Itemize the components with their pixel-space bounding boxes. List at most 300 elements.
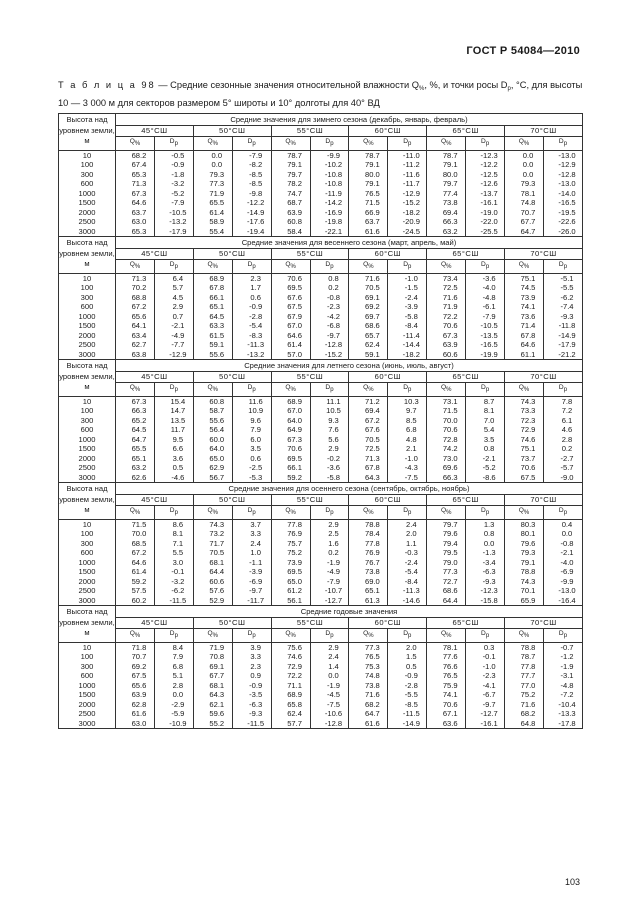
dewpoint-symbol: D <box>169 138 175 145</box>
humidity-value: 63.2 <box>427 227 466 237</box>
humidity-value: 64.4 <box>427 596 466 606</box>
humidity-value: 65.3 <box>116 170 155 180</box>
humidity-index: % <box>212 387 218 393</box>
humidity-value: 70.6 <box>427 425 466 435</box>
dewpoint-header <box>543 506 582 520</box>
dewpoint-symbol: D <box>481 630 486 637</box>
dewpoint-value: -5.9 <box>154 709 193 719</box>
humidity-value: 78.2 <box>271 179 310 189</box>
humidity-value: 78.1 <box>505 189 544 199</box>
humidity-header <box>116 137 155 151</box>
humidity-value: 67.5 <box>505 473 544 483</box>
humidity-header <box>505 383 544 397</box>
humidity-value: 69.1 <box>349 293 388 303</box>
latitude-header: 60°СШ <box>349 618 427 629</box>
humidity-value: 74.3 <box>193 519 232 529</box>
humidity-value: 67.2 <box>116 302 155 312</box>
humidity-value: 77.8 <box>505 662 544 672</box>
humidity-index: % <box>212 141 218 147</box>
dewpoint-value: -9.7 <box>466 700 505 710</box>
variable-header-row <box>59 260 583 274</box>
humidity-value: 78.7 <box>505 652 544 662</box>
humidity-value: 63.0 <box>116 719 155 729</box>
dewpoint-symbol: D <box>169 384 175 391</box>
dewpoint-value: 2.9 <box>310 519 349 529</box>
dewpoint-header <box>310 137 349 151</box>
height-header-cell: Высота над уровнем земли, м <box>59 360 116 397</box>
dewpoint-value: -14.6 <box>388 596 427 606</box>
dewpoint-index: p <box>408 264 412 270</box>
dewpoint-value: -6.8 <box>310 321 349 331</box>
humidity-value: 75.2 <box>271 548 310 558</box>
dewpoint-value: -0.9 <box>388 671 427 681</box>
altitude-cell: 100 <box>59 529 116 539</box>
humidity-value: 73.9 <box>271 558 310 568</box>
humidity-symbol: Q <box>207 384 213 391</box>
humidity-value: 65.9 <box>505 596 544 606</box>
dewpoint-value: -14.4 <box>388 340 427 350</box>
season-title: Средние годовые значения <box>116 606 583 618</box>
humidity-index: % <box>523 387 530 393</box>
dewpoint-index: p <box>252 264 256 270</box>
humidity-value: 64.7 <box>505 227 544 237</box>
dewpoint-value: -2.1 <box>543 548 582 558</box>
dewpoint-value: 2.9 <box>154 302 193 312</box>
humidity-value: 72.2 <box>427 312 466 322</box>
dewpoint-value: -12.3 <box>466 586 505 596</box>
dewpoint-value: -4.6 <box>154 473 193 483</box>
dewpoint-value: -9.8 <box>232 189 271 199</box>
dewpoint-value: -26.0 <box>543 227 582 237</box>
humidity-value: 62.4 <box>271 709 310 719</box>
dewpoint-header <box>154 629 193 643</box>
humidity-value: 60.6 <box>193 577 232 587</box>
dewpoint-value: 0.8 <box>466 529 505 539</box>
humidity-value: 70.5 <box>193 548 232 558</box>
table-row <box>59 283 583 293</box>
humidity-value: 0.0 <box>505 150 544 160</box>
dewpoint-value: -2.4 <box>388 293 427 303</box>
dewpoint-value: -0.5 <box>154 150 193 160</box>
dewpoint-value: -11.2 <box>388 160 427 170</box>
dewpoint-value: -11.9 <box>310 189 349 199</box>
humidity-symbol: Q <box>518 384 524 391</box>
dewpoint-value: -5.5 <box>388 690 427 700</box>
dewpoint-value: 1.4 <box>310 662 349 672</box>
dewpoint-symbol: D <box>247 384 253 391</box>
humidity-value: 68.7 <box>271 198 310 208</box>
dewpoint-value: -12.6 <box>466 179 505 189</box>
latitude-header: 50°СШ <box>193 495 271 506</box>
dewpoint-value: -7.9 <box>154 198 193 208</box>
humidity-value: 75.3 <box>349 662 388 672</box>
humidity-symbol: Q <box>285 630 291 637</box>
dewpoint-value: -8.5 <box>232 170 271 180</box>
dewpoint-value: -10.4 <box>543 700 582 710</box>
dewpoint-header <box>466 383 505 397</box>
humidity-value: 63.6 <box>427 719 466 729</box>
dewpoint-value: -20.9 <box>388 217 427 227</box>
humidity-value: 68.2 <box>116 150 155 160</box>
humidity-value: 76.7 <box>349 558 388 568</box>
humidity-index: % <box>368 387 374 393</box>
dewpoint-header <box>232 629 271 643</box>
dewpoint-symbol: D <box>558 138 564 145</box>
dewpoint-symbol: D <box>325 507 331 514</box>
dewpoint-value: -12.9 <box>154 350 193 360</box>
dewpoint-value: -10.7 <box>310 586 349 596</box>
humidity-index: % <box>134 633 141 639</box>
humidity-value: 59.2 <box>271 473 310 483</box>
humidity-value: 63.7 <box>349 217 388 227</box>
humidity-value: 67.3 <box>271 435 310 445</box>
dewpoint-value: 7.2 <box>543 406 582 416</box>
dewpoint-value: -6.3 <box>232 700 271 710</box>
humidity-header <box>271 383 310 397</box>
humidity-value: 65.1 <box>193 302 232 312</box>
dewpoint-value: -1.2 <box>543 652 582 662</box>
humidity-index: % <box>368 264 374 270</box>
latitude-header: 65°СШ <box>427 495 505 506</box>
latitude-header-row <box>59 372 583 383</box>
humidity-value: 66.1 <box>193 293 232 303</box>
humidity-value: 79.1 <box>349 179 388 189</box>
caption-text-line2: 10 — 3 000 м для секторов размером 5° широты и 10° долготы для 40° ВД <box>58 98 380 108</box>
humidity-value: 67.7 <box>505 217 544 227</box>
dewpoint-value: -0.8 <box>310 293 349 303</box>
humidity-value: 73.8 <box>349 567 388 577</box>
humidity-header <box>427 260 466 274</box>
dewpoint-value: 7.0 <box>466 416 505 426</box>
latitude-header: 45°СШ <box>116 618 194 629</box>
altitude-cell: 100 <box>59 160 116 170</box>
humidity-value: 65.7 <box>349 331 388 341</box>
table-row <box>59 463 583 473</box>
dewpoint-index: p <box>174 633 178 639</box>
humidity-value: 61.4 <box>116 567 155 577</box>
dewpoint-value: -12.7 <box>466 709 505 719</box>
humidity-value: 79.3 <box>193 170 232 180</box>
humidity-value: 73.9 <box>505 293 544 303</box>
dewpoint-value: 11.1 <box>310 396 349 406</box>
humidity-index: % <box>446 510 452 516</box>
humidity-value: 70.0 <box>427 416 466 426</box>
altitude-cell: 10 <box>59 150 116 160</box>
height-header-cell: Высота над уровнем земли, м <box>59 606 116 643</box>
humidity-value: 66.1 <box>271 463 310 473</box>
table-row <box>59 331 583 341</box>
dewpoint-value: 6.1 <box>543 416 582 426</box>
dewpoint-value: 1.5 <box>388 652 427 662</box>
humidity-value: 77.8 <box>349 539 388 549</box>
humidity-value: 79.1 <box>349 160 388 170</box>
dewpoint-value: -5.4 <box>232 321 271 331</box>
dewpoint-value: 3.3 <box>232 652 271 662</box>
humidity-symbol: Q <box>207 261 213 268</box>
dewpoint-value: 3.9 <box>232 642 271 652</box>
dewpoint-value: -0.7 <box>543 642 582 652</box>
dewpoint-header <box>466 137 505 151</box>
dewpoint-value: -17.8 <box>543 719 582 729</box>
table-row <box>59 179 583 189</box>
dewpoint-value: 2.9 <box>310 642 349 652</box>
latitude-header: 55°СШ <box>271 618 349 629</box>
dewpoint-index: p <box>485 387 490 393</box>
caption-label: Т а б л и ц а 98 <box>58 80 156 90</box>
season-title: Средние значения для осеннего сезона (сентябрь, октябрь, ноябрь) <box>116 483 583 495</box>
height-header-cell: Высота над уровнем земли, м <box>59 114 116 151</box>
humidity-value: 75.7 <box>271 539 310 549</box>
humidity-value: 75.1 <box>505 444 544 454</box>
altitude-cell: 2000 <box>59 331 116 341</box>
dewpoint-value: -13.0 <box>543 586 582 596</box>
humidity-symbol: Q <box>440 507 447 514</box>
dewpoint-header <box>232 137 271 151</box>
humidity-value: 65.1 <box>349 586 388 596</box>
dewpoint-value: -5.2 <box>466 463 505 473</box>
latitude-header: 45°СШ <box>116 372 194 383</box>
dewpoint-value: 0.3 <box>466 642 505 652</box>
humidity-index: % <box>134 141 141 147</box>
humidity-value: 71.6 <box>427 293 466 303</box>
latitude-header: 45°СШ <box>116 495 194 506</box>
humidity-value: 73.0 <box>427 454 466 464</box>
humidity-value: 71.5 <box>116 519 155 529</box>
humidity-value: 65.0 <box>193 454 232 464</box>
humidity-value: 67.4 <box>116 160 155 170</box>
altitude-cell: 1500 <box>59 567 116 577</box>
altitude-cell: 600 <box>59 425 116 435</box>
humidity-value: 80.0 <box>427 170 466 180</box>
dewpoint-value: 0.8 <box>466 444 505 454</box>
humidity-symbol: Q <box>363 384 369 391</box>
humidity-index: % <box>368 141 374 147</box>
humidity-value: 73.2 <box>193 529 232 539</box>
humidity-value: 67.8 <box>505 331 544 341</box>
humidity-header <box>193 260 232 274</box>
dewpoint-value: -12.5 <box>466 170 505 180</box>
dewpoint-symbol: D <box>403 630 408 637</box>
humidity-value: 71.5 <box>349 198 388 208</box>
humidity-symbol: Q <box>207 138 213 145</box>
dewpoint-value: -7.5 <box>388 473 427 483</box>
table-row <box>59 444 583 454</box>
humidity-value: 68.9 <box>193 273 232 283</box>
dewpoint-value: -5.1 <box>543 273 582 283</box>
humidity-value: 66.3 <box>427 217 466 227</box>
dewpoint-value: -3.9 <box>232 567 271 577</box>
latitude-header: 55°СШ <box>271 249 349 260</box>
humidity-value: 79.1 <box>505 558 544 568</box>
dewpoint-value: 11.6 <box>232 396 271 406</box>
dewpoint-symbol: D <box>403 138 408 145</box>
humidity-value: 72.5 <box>349 444 388 454</box>
humidity-value: 56.7 <box>193 473 232 483</box>
humidity-header <box>116 260 155 274</box>
dewpoint-value: -6.2 <box>154 586 193 596</box>
humidity-value: 70.0 <box>116 529 155 539</box>
humidity-value: 77.6 <box>427 652 466 662</box>
dewpoint-value: -13.0 <box>543 150 582 160</box>
dewpoint-value: 8.7 <box>466 396 505 406</box>
caption-q-subscript: % <box>419 86 425 92</box>
dewpoint-value: -2.8 <box>388 681 427 691</box>
humidity-value: 69.5 <box>271 283 310 293</box>
humidity-value: 68.9 <box>271 690 310 700</box>
dewpoint-index: p <box>485 510 490 516</box>
humidity-value: 66.3 <box>116 406 155 416</box>
humidity-symbol: Q <box>440 384 447 391</box>
dewpoint-value: -16.1 <box>466 719 505 729</box>
humidity-value: 79.0 <box>427 558 466 568</box>
dewpoint-value: -5.5 <box>543 283 582 293</box>
dewpoint-value: -25.5 <box>466 227 505 237</box>
humidity-value: 63.0 <box>116 217 155 227</box>
humidity-value: 70.6 <box>427 321 466 331</box>
dewpoint-value: 1.6 <box>310 539 349 549</box>
dewpoint-header <box>466 629 505 643</box>
dewpoint-value: 10.5 <box>310 406 349 416</box>
humidity-value: 68.9 <box>271 396 310 406</box>
humidity-value: 64.4 <box>193 567 232 577</box>
humidity-symbol: Q <box>440 261 447 268</box>
humidity-value: 78.4 <box>349 529 388 539</box>
humidity-value: 69.6 <box>427 463 466 473</box>
dewpoint-value: -7.4 <box>543 302 582 312</box>
dewpoint-value: 0.9 <box>232 671 271 681</box>
dewpoint-header <box>310 383 349 397</box>
dewpoint-header <box>232 383 271 397</box>
dewpoint-value: -5.8 <box>388 312 427 322</box>
humidity-value: 70.2 <box>116 283 155 293</box>
dewpoint-symbol: D <box>247 261 253 268</box>
humidity-symbol: Q <box>440 138 447 145</box>
dewpoint-value: -6.9 <box>543 567 582 577</box>
dewpoint-value: -7.2 <box>543 690 582 700</box>
dewpoint-index: p <box>330 264 334 270</box>
humidity-symbol: Q <box>518 630 524 637</box>
humidity-value: 69.7 <box>349 312 388 322</box>
table-row <box>59 160 583 170</box>
humidity-value: 72.3 <box>505 416 544 426</box>
humidity-index: % <box>134 387 141 393</box>
humidity-value: 74.6 <box>271 652 310 662</box>
dewpoint-value: -1.9 <box>543 662 582 672</box>
humidity-value: 77.4 <box>427 189 466 199</box>
humidity-value: 58.7 <box>193 406 232 416</box>
dewpoint-value: 9.5 <box>154 435 193 445</box>
dewpoint-value: -0.9 <box>154 160 193 170</box>
humidity-value: 69.1 <box>193 662 232 672</box>
latitude-header: 65°СШ <box>427 372 505 383</box>
page-number: 103 <box>564 877 580 887</box>
table-body <box>59 114 583 729</box>
dewpoint-value: 0.0 <box>310 671 349 681</box>
dewpoint-header <box>466 506 505 520</box>
humidity-index: % <box>134 264 141 270</box>
humidity-header <box>271 506 310 520</box>
humidity-value: 57.0 <box>271 350 310 360</box>
dewpoint-value: 0.0 <box>543 529 582 539</box>
humidity-value: 76.6 <box>427 662 466 672</box>
latitude-header: 70°СШ <box>505 372 583 383</box>
altitude-cell: 1000 <box>59 681 116 691</box>
humidity-value: 71.9 <box>193 189 232 199</box>
humidity-value: 61.1 <box>505 350 544 360</box>
dewpoint-value: -9.9 <box>310 150 349 160</box>
dewpoint-symbol: D <box>247 507 253 514</box>
humidity-value: 64.7 <box>349 709 388 719</box>
season-title: Средние значения для зимнего сезона (декабрь, январь, февраль) <box>116 114 583 126</box>
humidity-value: 67.5 <box>116 671 155 681</box>
dewpoint-value: -10.6 <box>310 709 349 719</box>
dewpoint-value: -10.8 <box>310 170 349 180</box>
dewpoint-value: -6.3 <box>466 567 505 577</box>
humidity-value: 71.3 <box>349 454 388 464</box>
dewpoint-value: 1.3 <box>466 519 505 529</box>
dewpoint-symbol: D <box>169 261 175 268</box>
altitude-cell: 2500 <box>59 340 116 350</box>
dewpoint-header <box>154 383 193 397</box>
table-row <box>59 681 583 691</box>
dewpoint-value: -11.7 <box>388 179 427 189</box>
dewpoint-header <box>154 137 193 151</box>
altitude-cell: 1500 <box>59 198 116 208</box>
dewpoint-value: 9.3 <box>310 416 349 426</box>
dewpoint-value: 0.2 <box>310 548 349 558</box>
dewpoint-index: p <box>330 387 334 393</box>
dewpoint-value: 6.4 <box>154 273 193 283</box>
humidity-value: 74.5 <box>505 283 544 293</box>
dewpoint-value: -19.4 <box>232 227 271 237</box>
humidity-value: 79.4 <box>427 539 466 549</box>
humidity-symbol: Q <box>285 507 291 514</box>
dewpoint-value: -2.8 <box>232 312 271 322</box>
dewpoint-value: -4.0 <box>543 558 582 568</box>
dewpoint-value: 4.8 <box>388 435 427 445</box>
dewpoint-value: -6.2 <box>543 293 582 303</box>
dewpoint-value: 7.1 <box>154 539 193 549</box>
dewpoint-index: p <box>563 264 568 270</box>
dewpoint-value: 2.8 <box>543 435 582 445</box>
dewpoint-index: p <box>174 264 178 270</box>
dewpoint-value: -3.4 <box>466 558 505 568</box>
humidity-symbol: Q <box>285 261 291 268</box>
dewpoint-value: -9.7 <box>232 586 271 596</box>
humidity-value: 76.5 <box>427 671 466 681</box>
dewpoint-value: -9.3 <box>543 312 582 322</box>
table-row <box>59 227 583 237</box>
humidity-value: 67.2 <box>116 548 155 558</box>
dewpoint-index: p <box>563 510 568 516</box>
humidity-value: 61.6 <box>349 719 388 729</box>
caption-d-subscript: p <box>507 86 511 92</box>
dewpoint-value: -5.2 <box>154 189 193 199</box>
humidity-value: 67.5 <box>271 302 310 312</box>
dewpoint-value: 2.4 <box>388 519 427 529</box>
dewpoint-index: p <box>563 141 568 147</box>
table-row <box>59 170 583 180</box>
dewpoint-value: -8.5 <box>388 700 427 710</box>
dewpoint-value: -14.0 <box>543 189 582 199</box>
dewpoint-value: -2.5 <box>232 463 271 473</box>
dewpoint-value: -18.2 <box>388 350 427 360</box>
humidity-header <box>349 629 388 643</box>
humidity-symbol: Q <box>518 261 524 268</box>
humidity-value: 71.1 <box>271 681 310 691</box>
humidity-header <box>271 629 310 643</box>
humidity-index: % <box>290 633 296 639</box>
